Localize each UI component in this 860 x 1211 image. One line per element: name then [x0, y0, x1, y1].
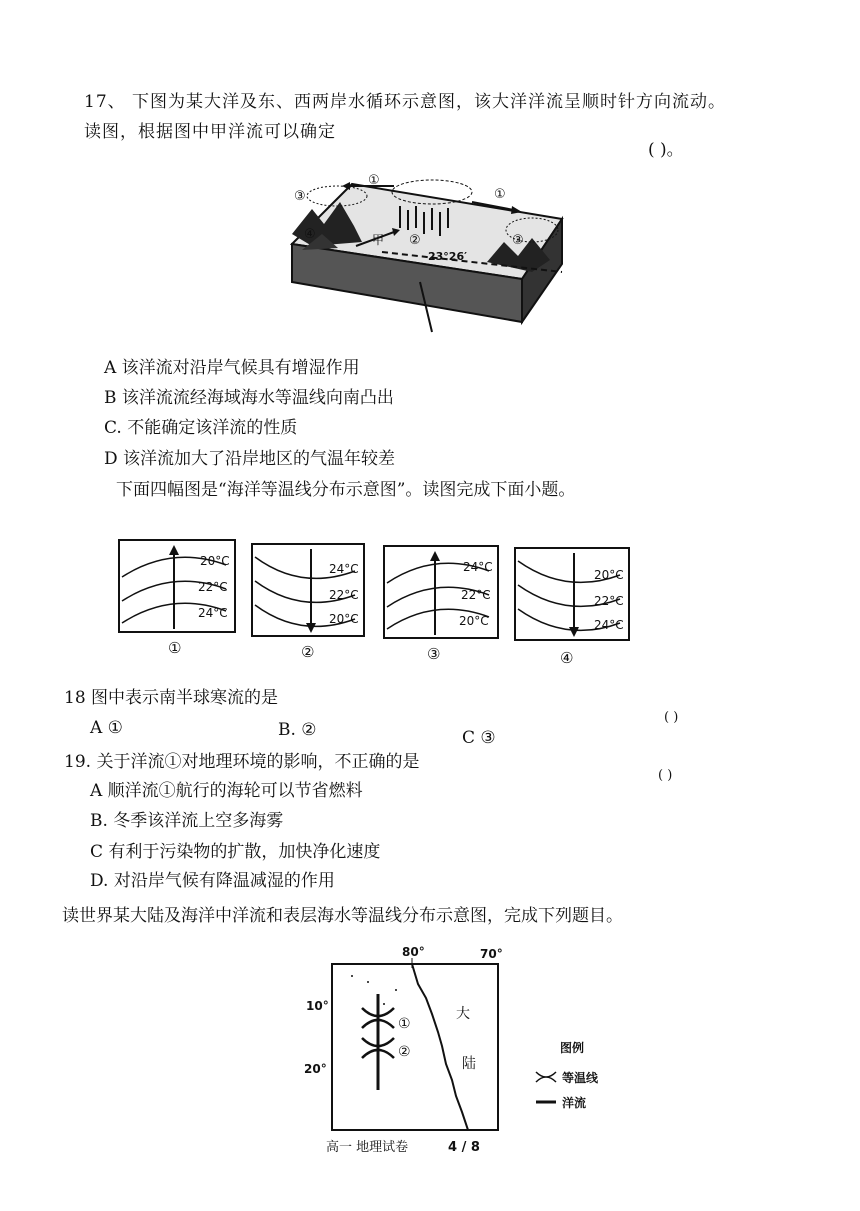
- q19-option-d: D. 对沿岸气候有降温减湿的作用: [90, 871, 335, 891]
- panel3-temp-top: 24°C: [463, 560, 493, 574]
- panel1-temp-bottom: 24°C: [198, 606, 228, 620]
- map-mark-2: ②: [398, 1044, 411, 1060]
- q17-mark-3-left: ③: [294, 189, 306, 204]
- footer-page-number: 4 / 8: [448, 1140, 480, 1155]
- map-legend-current: 洋流: [562, 1096, 587, 1110]
- map-mark-1: ①: [398, 1016, 411, 1032]
- isotherm-panel-3: [383, 545, 507, 669]
- panel2-temp-mid: 22°C: [329, 588, 359, 602]
- q17-answer-bracket: ( )。: [648, 140, 684, 160]
- q20-intro: 读世界某大陆及海洋中洋流和表层海水等温线分布示意图，完成下列题目。: [62, 906, 623, 926]
- panel2-temp-top: 24°C: [329, 562, 359, 576]
- panel1-label: ①: [168, 639, 182, 657]
- legend-isotherm-symbol: [536, 1072, 556, 1082]
- q19-option-a: A 顺洋流①航行的海轮可以节省燃料: [90, 781, 363, 801]
- panel4-temp-top: 20°C: [594, 568, 624, 582]
- map-land-char-1: 大: [456, 1006, 470, 1022]
- q19-option-b: B. 冬季该洋流上空多海雾: [90, 811, 284, 831]
- q18-stem: 18 图中表示南半球寒流的是: [64, 688, 279, 708]
- panel2-temp-bottom: 20°C: [329, 612, 359, 626]
- q17-option-d: D 该洋流加大了沿岸地区的气温年较差: [104, 449, 396, 469]
- q18-option-b: B. ②: [278, 720, 317, 740]
- panel3-temp-mid: 22°C: [461, 588, 491, 602]
- q19-answer-bracket: ( ): [658, 768, 673, 783]
- isotherm-panel-1: [118, 539, 240, 663]
- q17-label-jia: 甲: [372, 233, 385, 247]
- q17-stem-line2: 读图，根据图中甲洋流可以确定: [84, 122, 336, 142]
- q18-answer-bracket: ( ): [664, 710, 679, 725]
- panel3-temp-bottom: 20°C: [459, 614, 489, 628]
- q17-mark-3-right: ③: [512, 233, 524, 248]
- panel1-temp-mid: 22°C: [198, 580, 228, 594]
- isotherm-panel-2: [251, 543, 373, 667]
- panel4-temp-mid: 22°C: [594, 594, 624, 608]
- ocean-current-map: [300, 940, 630, 1140]
- q17-option-c: C. 不能确定该洋流的性质: [104, 418, 298, 438]
- map-lon-80: 80°: [402, 945, 425, 959]
- q18-option-a: A ①: [90, 718, 123, 738]
- panel4-label: ④: [560, 649, 574, 667]
- panel2-label: ②: [301, 643, 315, 661]
- footer-subject: 高一 地理试卷: [326, 1140, 409, 1155]
- q17-mark-1-right: ①: [494, 187, 506, 202]
- q17-water-cycle-figure: [282, 164, 582, 334]
- q17-option-b: B 该洋流流经海域海水等温线向南凸出: [104, 388, 394, 408]
- q18-option-c: C ③: [462, 728, 496, 748]
- q17-mark-4: ④: [304, 227, 316, 242]
- q17-mark-2: ②: [409, 233, 421, 248]
- q18-intro: 下面四幅图是“海洋等温线分布示意图”。读图完成下面小题。: [116, 480, 576, 500]
- map-land-char-2: 陆: [462, 1056, 476, 1072]
- panel1-temp-top: 20°C: [200, 554, 230, 568]
- map-legend-title: 图例: [560, 1041, 585, 1055]
- q17-mark-1-left: ①: [368, 173, 380, 188]
- map-lat-10: 10°: [306, 999, 329, 1013]
- map-lon-70: 70°: [480, 947, 503, 961]
- q19-stem: 19. 关于洋流①对地理环境的影响，不正确的是: [64, 752, 420, 772]
- map-legend-isotherm: 等温线: [562, 1071, 599, 1085]
- q17-option-a: A 该洋流对沿岸气候具有增湿作用: [104, 358, 360, 378]
- q17-stem-line1: 17、 下图为某大洋及东、西两岸水循环示意图，该大洋洋流呈顺时针方向流动。: [84, 92, 727, 112]
- q19-option-c: C 有利于污染物的扩散，加快净化速度: [90, 842, 381, 862]
- q17-latitude-label: 23°26′: [428, 250, 468, 263]
- panel4-temp-bottom: 24°C: [594, 618, 624, 632]
- isotherm-panel-4: [514, 547, 638, 671]
- panel3-label: ③: [427, 645, 441, 663]
- map-lat-20: 20°: [304, 1062, 327, 1076]
